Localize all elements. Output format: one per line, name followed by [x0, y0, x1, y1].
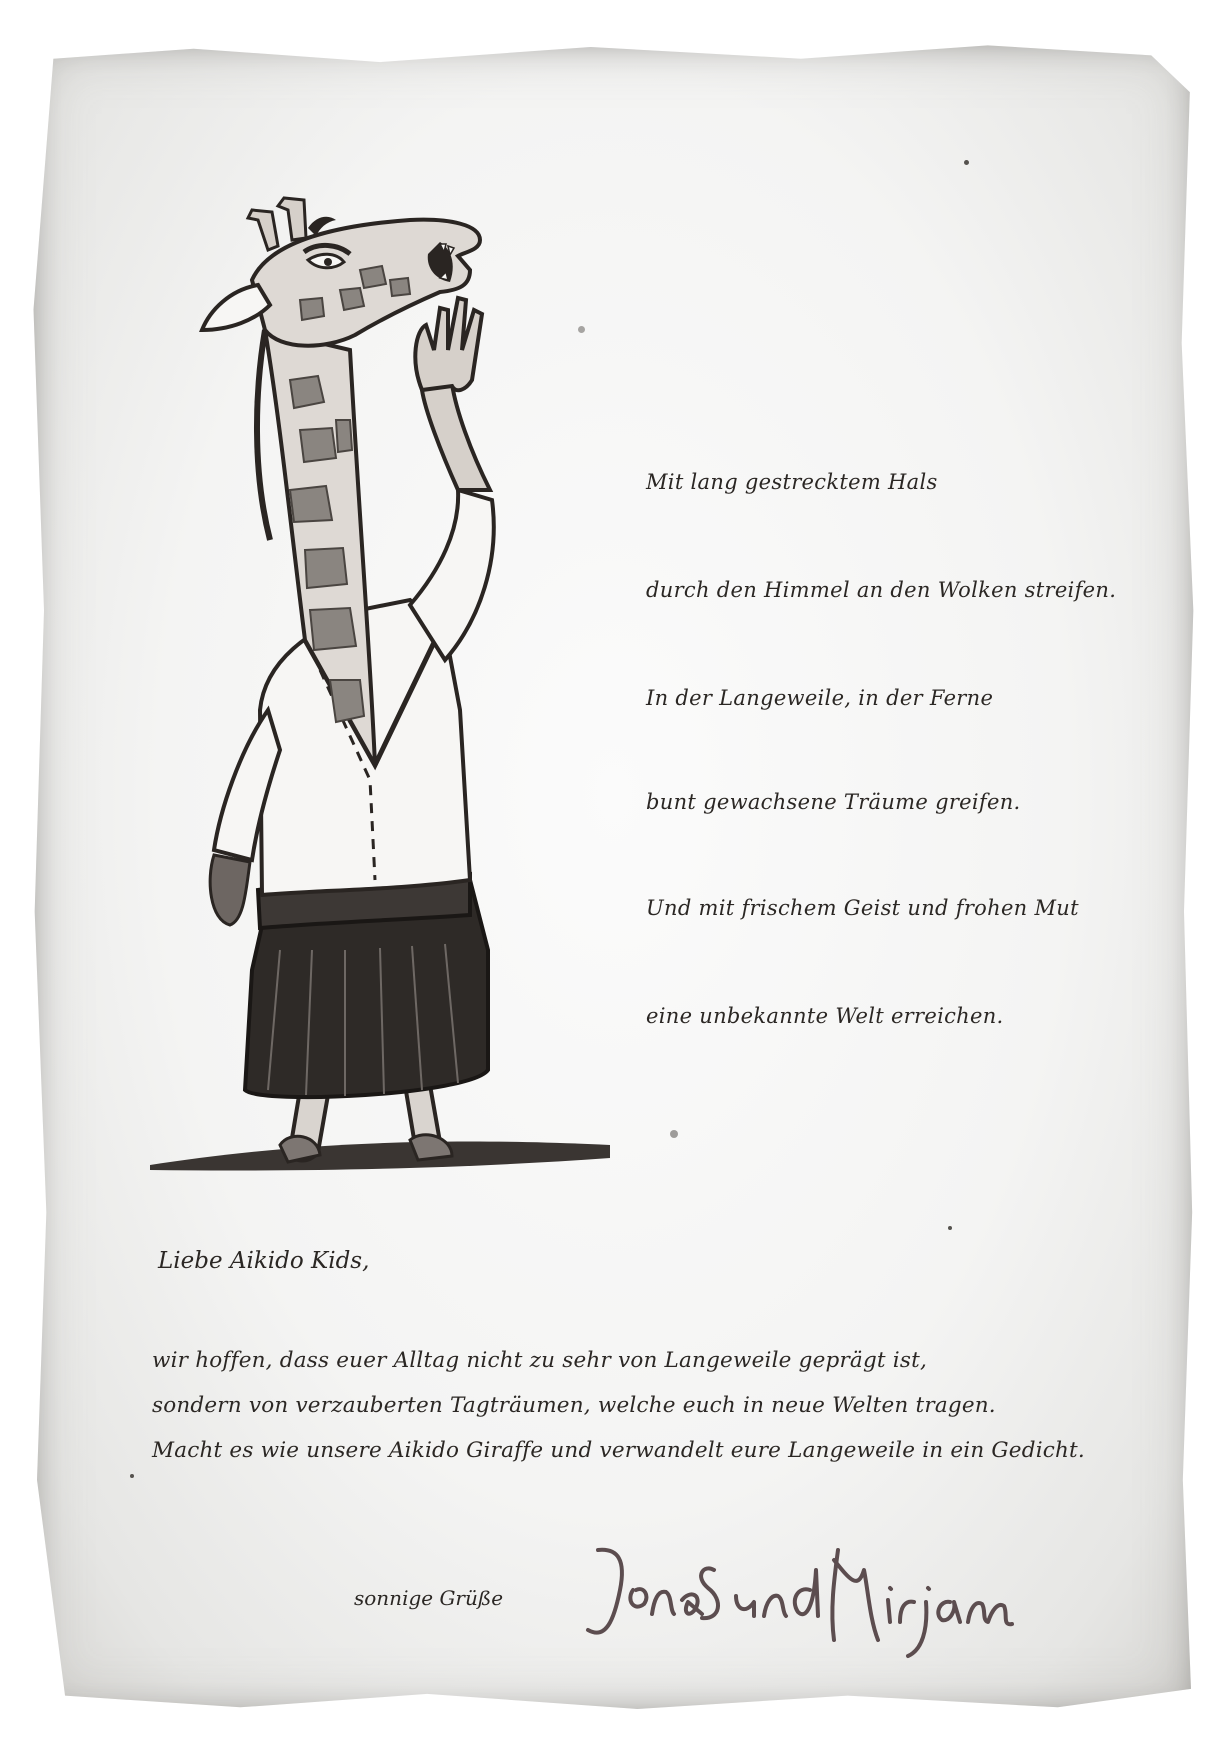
raised-arm [422, 384, 490, 490]
letter-body-line: wir hoffen, dass euer Alltag nicht zu sehr von Langeweile geprägt ist, [152, 1348, 927, 1373]
poem-line: durch den Himmel an den Wolken streifen. [646, 578, 1117, 602]
letter-body-line: sondern von verzauberten Tagträumen, welche euch in neue Welten tragen. [152, 1393, 996, 1418]
left-hand [210, 855, 250, 925]
ink-speck [130, 1474, 134, 1478]
ground-shadow [150, 1142, 610, 1171]
handwritten-signature [578, 1530, 1018, 1670]
letter-greeting: Liebe Aikido Kids, [158, 1248, 370, 1274]
letter-body-line: Macht es wie unsere Aikido Giraffe und verwandelt eure Langeweile in ein Gedicht. [152, 1438, 1085, 1463]
raised-hand [415, 298, 482, 390]
poem-line: bunt gewachsene Träume greifen. [646, 790, 1021, 814]
right-hoof [410, 1135, 452, 1160]
ink-speck [670, 1130, 678, 1138]
pupil [324, 258, 332, 266]
poem-line: In der Langeweile, in der Ferne [646, 686, 994, 710]
letter-closing: sonnige Grüße [354, 1586, 504, 1610]
giraffe-ear [202, 285, 270, 330]
poem-line: Und mit frischem Geist und frohen Mut [646, 896, 1079, 920]
poem-line: Mit lang gestrecktem Hals [646, 470, 938, 494]
ink-speck [948, 1226, 952, 1230]
poem-line: eine unbekannte Welt erreichen. [646, 1004, 1004, 1028]
ink-speck [964, 160, 969, 165]
ossicone-right [278, 198, 306, 240]
giraffe-aikido-illustration [140, 190, 640, 1180]
ossicone-left [248, 210, 278, 250]
